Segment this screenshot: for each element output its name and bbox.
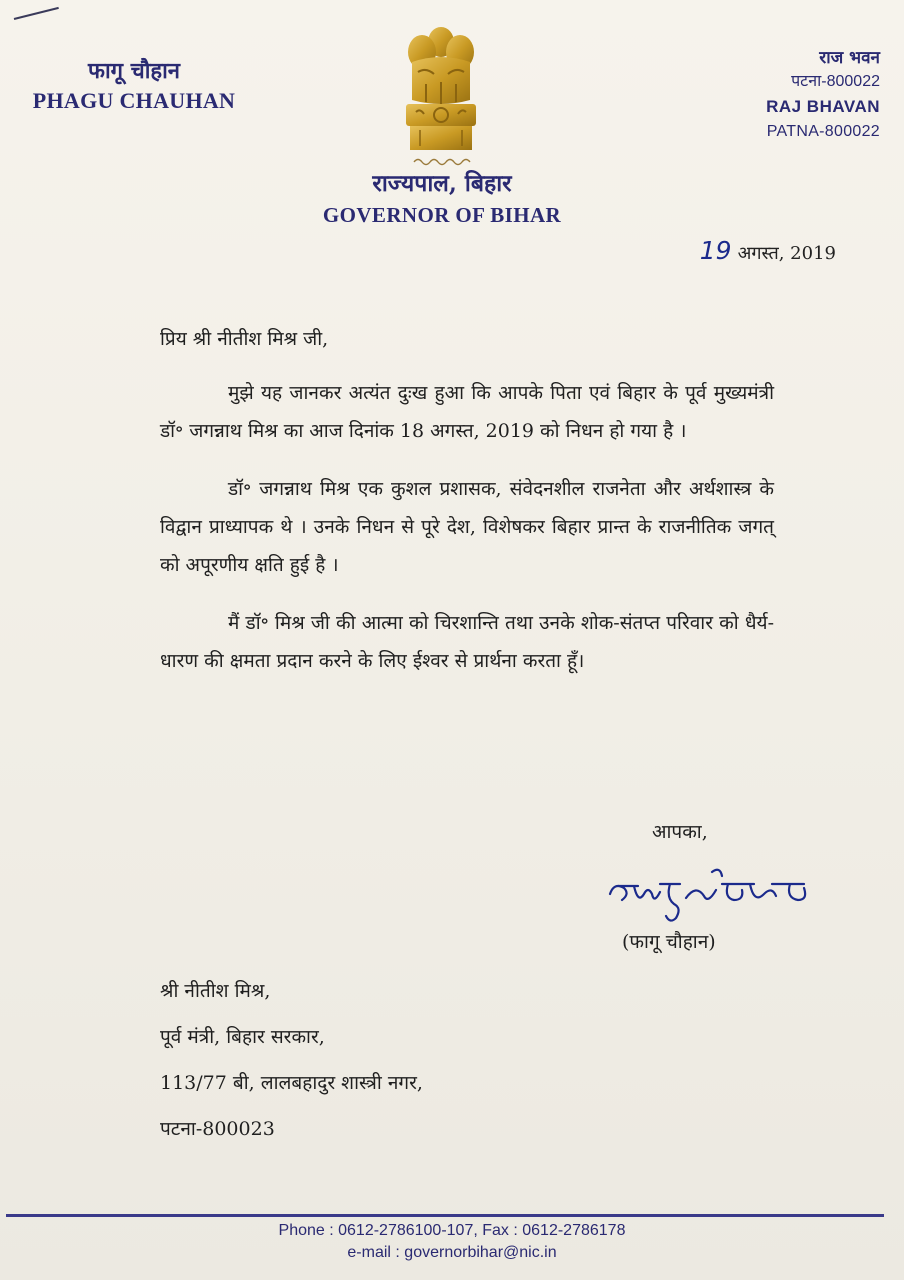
- recipient-line-3: 113/77 बी, लालबहादुर शास्त्री नगर,: [160, 1072, 423, 1094]
- salutation: प्रिय श्री नीतीश मिश्र जी,: [160, 328, 329, 350]
- recipient-line-4: पटना-800023: [160, 1118, 275, 1140]
- recipient-address: [160, 968, 423, 1152]
- footer-email: e-mail : governorbihar@nic.in: [347, 1244, 557, 1261]
- handwritten-signature: [604, 864, 814, 930]
- recipient-line-1: श्री नीतीश मिश्र,: [160, 980, 271, 1002]
- paragraph-2: डॉ॰ जगन्नाथ मिश्र एक कुशल प्रशासक, संवेदनशील राजनेता और अर्थशास्त्र के विद्वान प्राध्यापक थे । उनके निधन से पूरे देश, विशेषकर बिहार प्रान्त के राजनीतिक जगत् को अपूरणीय क्षति हुई है ।: [160, 478, 774, 576]
- office-title-english: GOVERNOR OF BIHAR: [322, 203, 562, 227]
- date-month-year: अगस्त, 2019: [737, 243, 836, 264]
- address-line-hindi-2: पटना-800022: [791, 73, 880, 90]
- footer-phone: Phone : 0612-2786100-107, Fax : 0612-2786178: [278, 1222, 626, 1239]
- signatory-name: (फागू चौहान): [622, 931, 716, 953]
- recipient-line-2: पूर्व मंत्री, बिहार सरकार,: [160, 1026, 325, 1048]
- office-block: [302, 168, 582, 230]
- letter-body: [160, 320, 774, 700]
- sender-name-english: PHAGU CHAUHAN: [32, 88, 236, 113]
- paragraph-1: मुझे यह जानकर अत्यंत दुःख हुआ कि आपके पिता एवं बिहार के पूर्व मुख्यमंत्री डॉ॰ जगन्नाथ मिश्र का आज दिनांक 18 अगस्त, 2019 को निधन हो गया है ।: [160, 382, 774, 442]
- letter-date: [700, 236, 836, 265]
- closing: आपका,: [652, 821, 708, 843]
- footer-contact: [0, 1220, 904, 1264]
- national-emblem-icon: [396, 22, 486, 172]
- pen-mark: [14, 7, 59, 20]
- date-day-handwritten: 19: [699, 236, 732, 265]
- address-line-hindi-1: राज भवन: [819, 48, 880, 68]
- address-line-english-2: PATNA-800022: [766, 123, 880, 140]
- sender-name-hindi: फागू चौहान: [88, 58, 180, 84]
- office-title-hindi: राज्यपाल, बिहार: [372, 170, 512, 197]
- sender-block: [14, 56, 254, 116]
- footer-divider: [6, 1214, 884, 1217]
- address-line-english-1: RAJ BHAVAN: [766, 97, 880, 116]
- paragraph-3: मैं डॉ॰ मिश्र जी की आत्मा को चिरशान्ति तथा उनके शोक-संतप्त परिवार को धैर्य-धारण की क्षमता प्रदान करने के लिए ईश्वर से प्रार्थना करता हूँ।: [160, 612, 774, 672]
- letterhead-address: [680, 46, 880, 144]
